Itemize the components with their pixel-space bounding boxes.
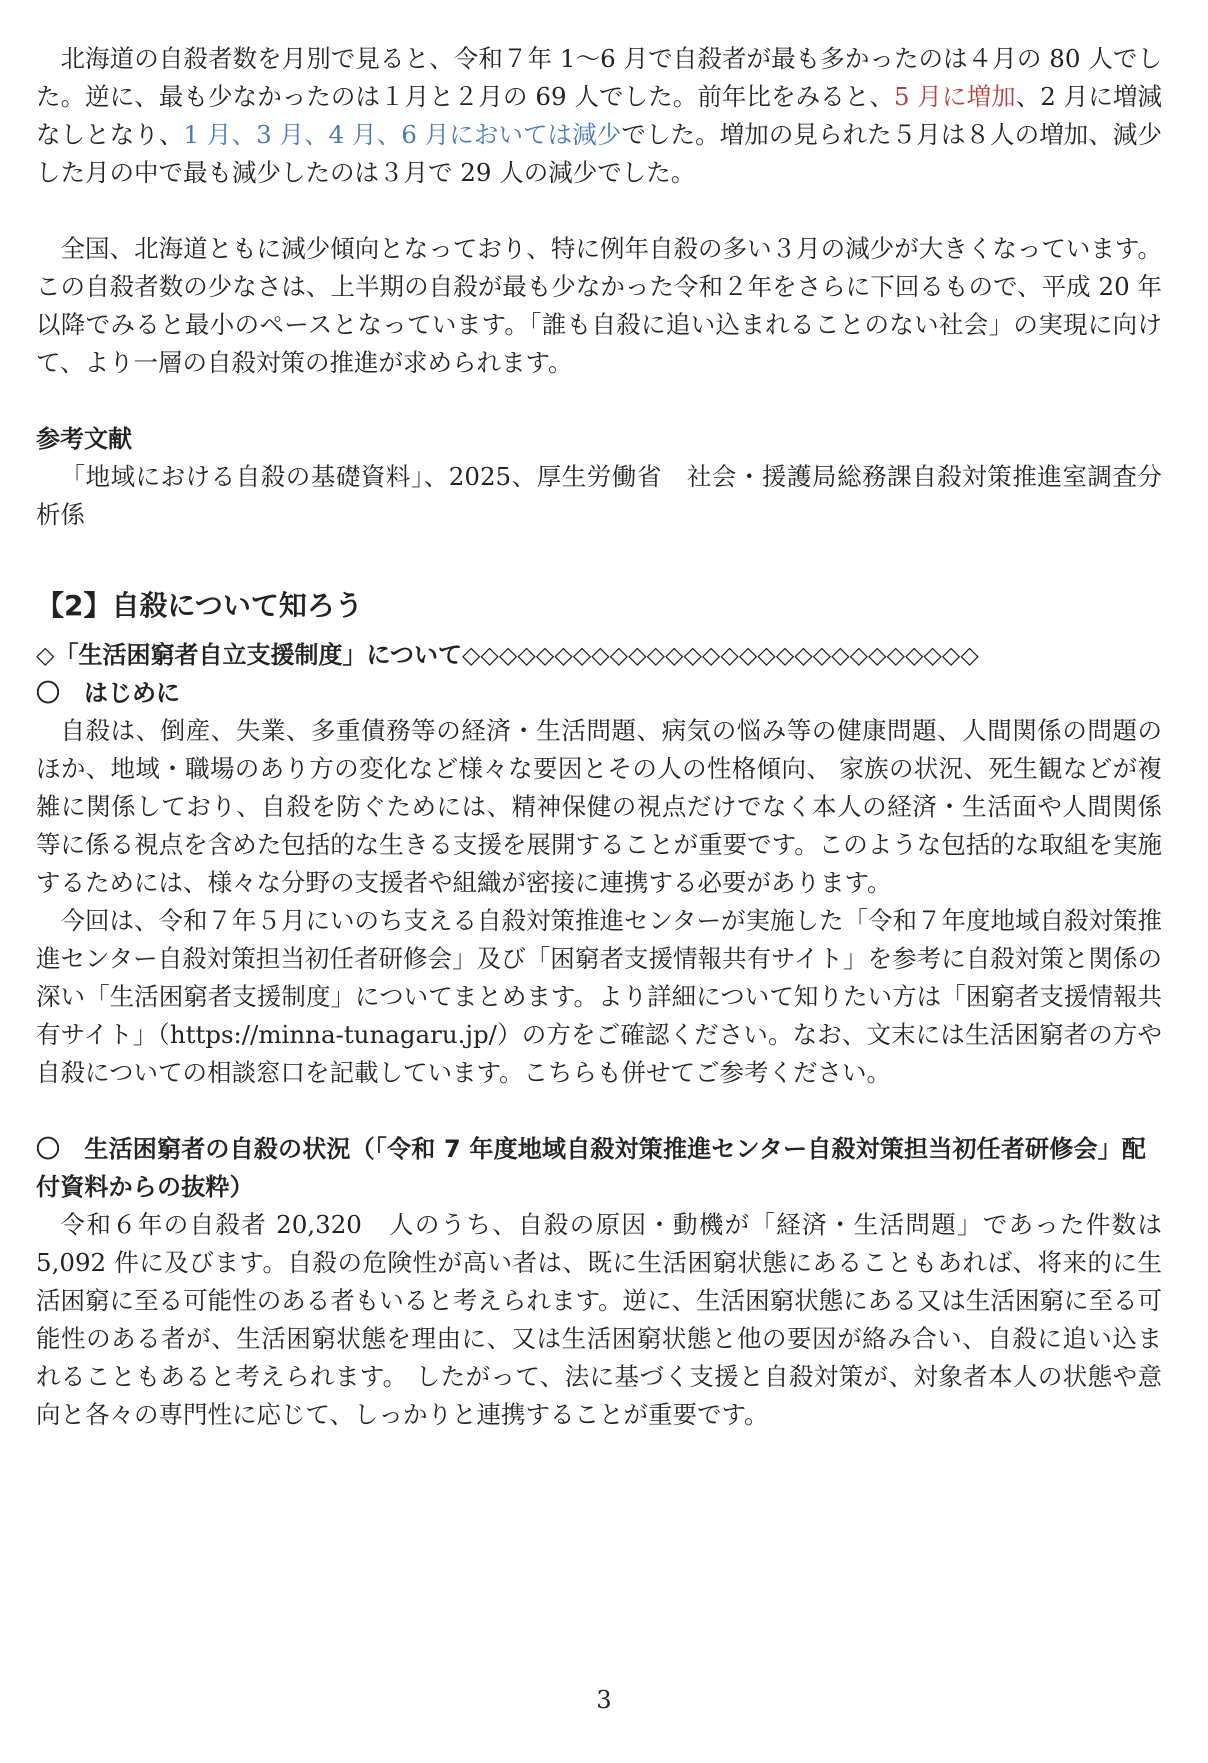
text-segment: 北海道の自殺者数を月別で見ると、令和７年 1～6 月で自殺者が最も多かったのは４月の 80 人でした。逆に、最も少なかったのは１月と２月の 69 人でした。前年比をみると、: [36, 44, 1162, 111]
paragraph-intro-2: 今回は、令和７年５月にいのち支える自殺対策推進センターが実施した「令和７年度地域自殺対策推進センター自殺対策担当初任者研修会」及び「困窮者支援情報共有サイト」を参考に自殺対策と関係の深い「生活困窮者支援制度」についてまとめます。より詳細について知りたい方は「困窮者支援情報共有サイト」（https://minna-tunagaru.jp/）の方をご確認ください。なお、文末には生活困窮者の方や自殺についての相談窓口を記載しています。こちらも併せてご参考ください。: [36, 906, 1163, 1087]
text-segment: でした。増加の見られた５月は８人の増加、減少した月の中で最も減少したのは３月で 29 人の減少でした。: [36, 120, 1162, 187]
intro-heading: 〇 はじめに: [36, 679, 180, 707]
text-segment: 、2 月に増減なしとなり、: [36, 82, 1162, 149]
paragraph-status: 令和６年の自殺者 20,320 人のうち、自殺の原因・動機が「経済・生活問題」であった件数は 5,092 件に及びます。自殺の危険性が高い者は、既に生活困窮状態にあることもあれば、将来的に生活困窮に至る可能性のある者もいると考えられます。逆に、生活困窮状態にある又は生活困窮に至る可能性のある者が、生活困窮状態を理由に、又は生活困窮状態と他の要因が絡み合い、自殺に追い込まれることもあると考えられます。 したがって、法に基づく支援と自殺対策が、対象者本人の状態や意向と各々の専門性に応じて、しっかりと連携することが重要です。: [36, 1210, 1162, 1429]
status-heading: 〇 生活困窮者の自殺の状況（「令和 7 年度地域自殺対策推進センター自殺対策担当初任者研修会」配付資料からの抜粋）: [36, 1135, 1147, 1201]
paragraph-national-trend: 全国、北海道ともに減少傾向となっており、特に例年自殺の多い３月の減少が大きくなっています。この自殺者数の少なさは、上半期の自殺が最も少なかった令和２年をさらに下回るもので、平成 20 年以降でみると最小のペースとなっています。「誰も自殺に追い込まれることのない社会」の実現に向けて、より一層の自殺対策の推進が求められます。: [36, 234, 1162, 377]
subsection-title: ◇「生活困窮者自立支援制度」について◇◇◇◇◇◇◇◇◇◇◇◇◇◇◇◇◇◇◇◇◇◇◇◇◇◇◇◇: [36, 641, 979, 669]
highlight-increase: 5 月に増加: [893, 82, 1016, 111]
references-heading: 参考文献: [36, 425, 132, 453]
page-number: 3: [596, 1686, 612, 1714]
section-title: 【2】自殺について知ろう: [36, 589, 363, 622]
paragraph-intro-1: 自殺は、倒産、失業、多重債務等の経済・生活問題、病気の悩み等の健康問題、人間関係の問題のほか、地域・職場のあり方の変化など様々な要因とその人の性格傾向、 家族の状況、死生観などが複雑に関係しており、自殺を防ぐためには、精神保健の視点だけでなく本人の経済・生活面や人間関係等に係る視点を含めた包括的な生きる支援を展開することが重要です。このような包括的な取組を実施するためには、様々な分野の支援者や組織が密接に連携する必要があります。: [36, 716, 1162, 897]
document-page: [36, 40, 1162, 1434]
spacer: [36, 534, 1162, 584]
paragraph-monthly-analysis: [36, 40, 1162, 192]
spacer: [36, 382, 1162, 420]
references-text: 「地域における自殺の基礎資料」、2025、厚生労働省 社会・援護局総務課自殺対策推進室調査分析係: [36, 462, 1162, 529]
spacer: [36, 1092, 1162, 1130]
highlight-decrease: 1 月、3 月、4 月、6 月においては減少: [183, 120, 622, 149]
spacer: [36, 192, 1162, 230]
